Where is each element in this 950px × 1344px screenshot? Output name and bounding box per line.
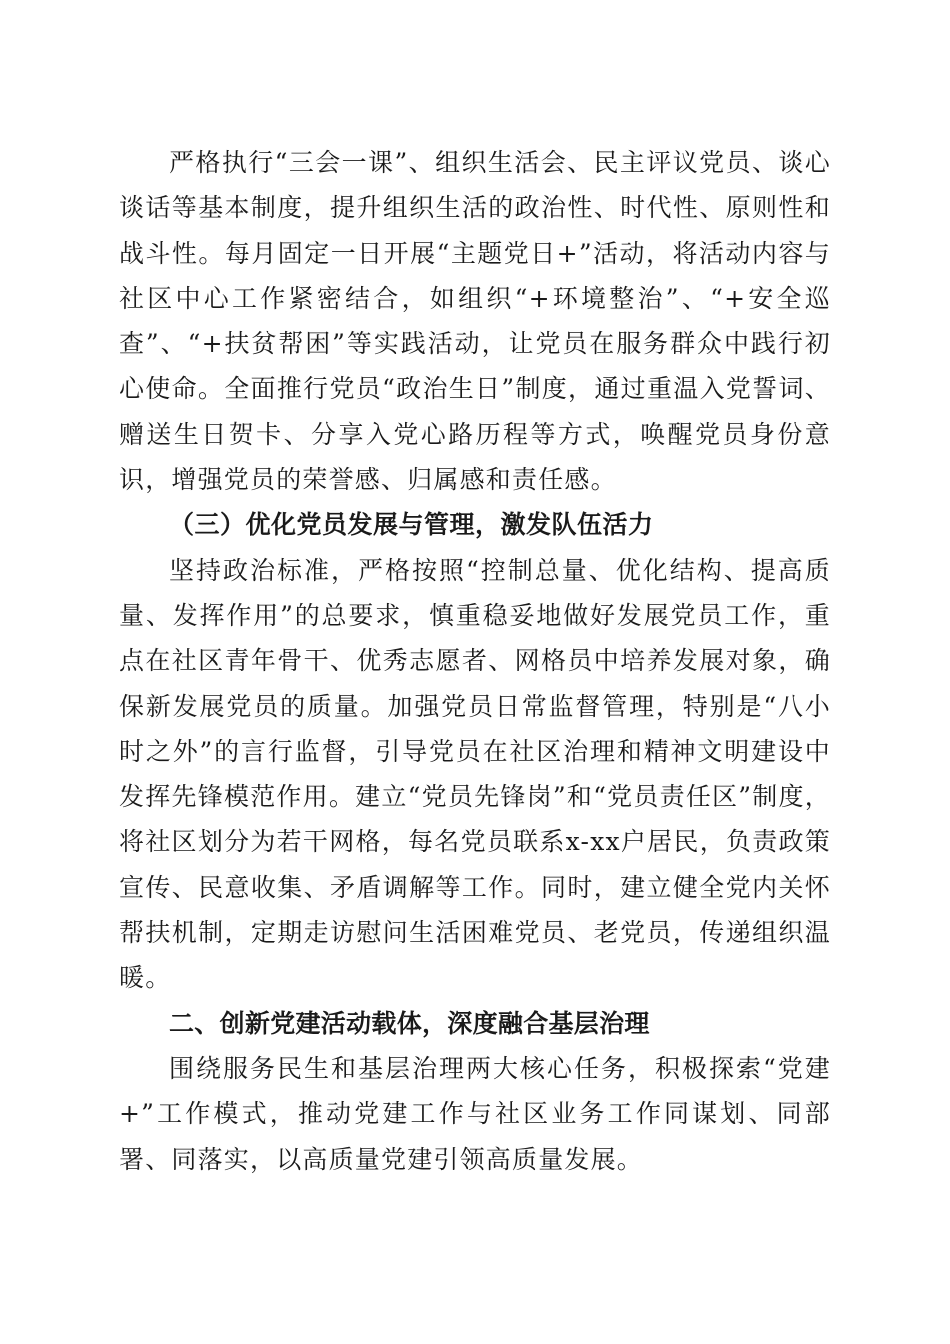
- section-heading-3: （三）优化党员发展与管理，激发队伍活力: [169, 510, 654, 540]
- paragraph-party-building-plus: 围绕服务民生和基层治理两大核心任务，积极探索“党建+”工作模式，推动党建工作与社区业务工作同谋划、同部署、同落实，以高质量党建引领高质量发展。: [119, 1053, 831, 1174]
- section-heading-2: 二、创新党建活动载体，深度融合基层治理: [169, 1008, 650, 1038]
- document-body: [119, 140, 831, 1182]
- paragraph-member-development: 坚持政治标准，严格按照“控制总量、优化结构、提高质量、发挥作用”的总要求，慎重稳妥地做好发展党员工作，重点在社区青年骨干、优秀志愿者、网格员中培养发展对象，确保新发展党员的质量。加强党员日常监督管理，特别是“八小时之外”的言行监督，引导党员在社区治理和精神文明建设中发挥先锋模范作用。建立“党员先锋岗”和“党员责任区”制度，将社区划分为若干网格，每名党员联系x-xx户居民，负责政策宣传、民意收集、矛盾调解等工作。同时，建立健全党内关怀帮扶机制，定期走访慰问生活困难党员、老党员，传递组织温暖。: [119, 555, 831, 993]
- paragraph-organizational-life: 严格执行“三会一课”、组织生活会、民主评议党员、谈心谈话等基本制度，提升组织生活的政治性、时代性、原则性和战斗性。每月固定一日开展“主题党日+”活动，将活动内容与社区中心工作紧密结合，如组织“+环境整治”、“+安全巡查”、“+扶贫帮困”等实践活动，让党员在服务群众中践行初心使命。全面推行党员“政治生日”制度，通过重温入党誓词、赠送生日贺卡、分享入党心路历程等方式，唤醒党员身份意识，增强党员的荣誉感、归属感和责任感。: [119, 148, 831, 495]
